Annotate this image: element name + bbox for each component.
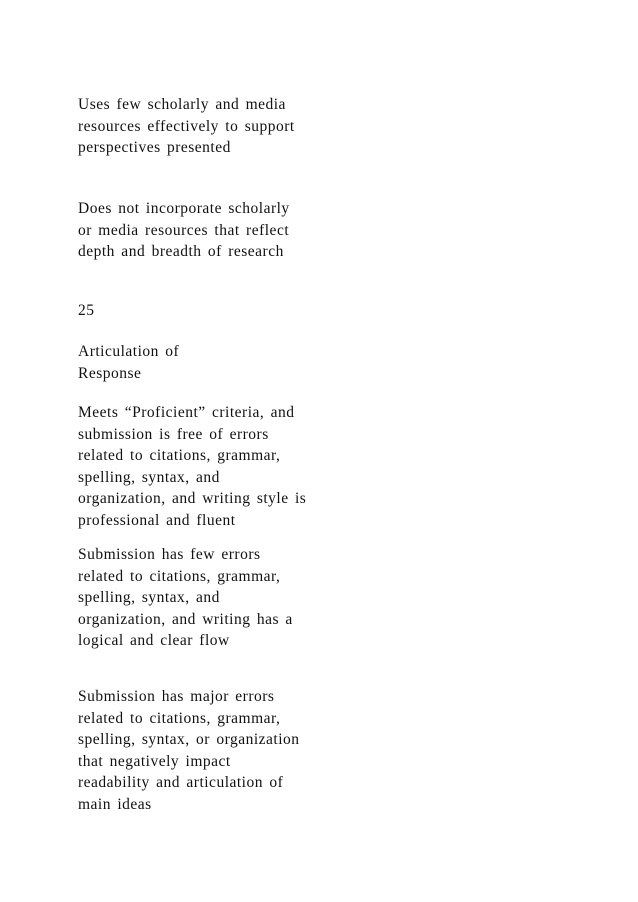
- text-line: Articulation of: [78, 343, 180, 360]
- text-line: organization, and writing style is: [78, 490, 307, 507]
- rubric-text-proficient: [78, 544, 293, 652]
- text-line: Response: [78, 364, 142, 382]
- rubric-text-does-not-incorporate: [78, 198, 290, 263]
- text-line: professional and fluent: [78, 511, 236, 529]
- points-value: [78, 300, 95, 322]
- text-line: related to citations, grammar,: [78, 567, 281, 585]
- text-line: or media resources that reflect: [78, 221, 290, 239]
- rubric-text-exemplary: [78, 402, 306, 531]
- text-line: Does not incorporate scholarly: [78, 200, 290, 217]
- text-line: readability and articulation of: [78, 774, 284, 791]
- text-line: spelling, syntax, or organization: [78, 731, 300, 748]
- text-line: Meets “Proficient” criteria, and: [78, 404, 295, 421]
- text-line: Uses few scholarly and media: [78, 96, 286, 113]
- text-line: that negatively impact: [78, 752, 231, 770]
- criterion-title: [78, 341, 179, 384]
- text-line: main ideas: [78, 795, 152, 813]
- text-line: logical and clear flow: [78, 632, 230, 649]
- text-line: Submission has few errors: [78, 546, 261, 563]
- text-line: spelling, syntax, and: [78, 589, 220, 606]
- text-line: 25: [78, 302, 95, 319]
- text-line: spelling, syntax, and: [78, 468, 220, 486]
- text-line: resources effectively to support: [78, 117, 295, 135]
- text-line: Submission has major errors: [78, 688, 275, 705]
- rubric-text-uses-few-resources: [78, 94, 295, 159]
- text-line: perspectives presented: [78, 139, 231, 156]
- text-line: depth and breadth of research: [78, 243, 284, 260]
- text-line: related to citations, grammar,: [78, 447, 281, 464]
- text-line: submission is free of errors: [78, 425, 269, 443]
- text-line: related to citations, grammar,: [78, 709, 281, 727]
- rubric-text-needs-improvement: [78, 686, 300, 815]
- text-line: organization, and writing has a: [78, 610, 293, 628]
